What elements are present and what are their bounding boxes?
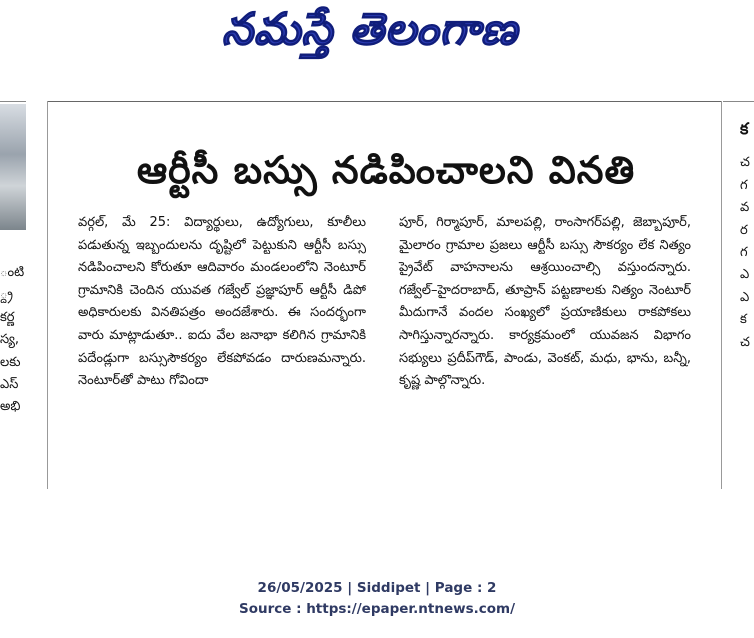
page-footer [0, 578, 754, 620]
left-fragment-line: ్ద్ర [0, 287, 13, 303]
left-fragment-line: స్య, [0, 332, 20, 348]
column-divider-left [47, 101, 48, 489]
article-column-1: వర్గల్, మే 25: విద్యార్థులు, ఉద్యోగులు, కూలీలు పడుతున్న ఇబ్బందులను దృష్టిలో పెట్టుకుని ఆర్టీసీ బస్సు నడిపించాలని కోరుతూ ఆదివారం మండలంలోని నెంటూర్ గ్రామానికి చెందిన యువత గజ్వేల్ ప్రజ్ఞాపూర్ ఆర్టీసీ డిపో అధికారులకు వినతిపత్రం అందజేశారు. ఈ సందర్భంగా వారు మాట్లాడుతూ.. ఐదు వేల జనాభా కలిగిన గ్రామానికి పదేండ్లుగా బస్సుసౌకర్యం లేకపోవడం దారుణమన్నారు. నెంటూర్‌తో పాటు గోవిందా [78, 215, 366, 389]
right-fragment-line: గ [740, 245, 748, 261]
right-fragment-line: క [740, 312, 747, 328]
right-fragment-line: చ [740, 155, 750, 171]
neighbor-article-left [0, 262, 30, 419]
right-fragment-line: వ [740, 200, 750, 216]
right-fragment-line: ర [740, 222, 748, 238]
left-fragment-line: కర్ణ [0, 309, 15, 325]
footer-source-line: Source : https://epaper.ntnews.com/ [238, 601, 516, 617]
column-divider-right [721, 101, 722, 489]
right-fragment-line: చ [740, 334, 750, 350]
left-fragment-line: ఎస్ [0, 377, 19, 393]
article-column-2: పూర్, గిర్మాపూర్, మాలపల్లి, రాంసాగర్‌పల్లి, జెబ్బాపూర్, మైలారం గ్రామాల ప్రజలు ఆర్టీసీ బస్సు సౌకర్యం లేక నిత్యం ప్రైవేట్ వాహనాలను ఆశ్రయించాల్సి వస్తుందన్నారు. గజ్వేల్–హైదరాబాద్, తూప్రాన్ పట్టణాలకు నిత్యం నెంటూర్ మీదుగానే వందల సంఖ్యలో ప్రయాణికులు రాకపోకలు సాగిస్తున్నారన్నారు. కార్యక్రమంలో యువజన విభాగం సభ్యులు ప్రదీప్‌గౌడ్, పాండు, వెంకట్, మధు, భాను, బన్నీ, కృష్ణ పాల్గొన్నారు. [399, 215, 691, 389]
masthead-logo [150, 4, 590, 66]
footer-date-line: 26/05/2025 | Siddipet | Page : 2 [257, 580, 497, 596]
column-rule-right [723, 101, 754, 102]
left-fragment-line: అభి [0, 399, 21, 415]
left-fragment-line: ంటి [0, 265, 25, 280]
right-fragment-line: ఎ [740, 267, 750, 283]
article-top-rule [47, 101, 721, 102]
newspaper-title: నమస్తే తెలంగాణ [221, 4, 519, 55]
right-fragment-line: గ [740, 177, 748, 193]
right-fragment-line: ఎ [740, 289, 750, 305]
article-headline: ఆర్టీసీ బస్సు నడిపించాలని వినతి [136, 148, 636, 192]
neighbor-article-right [740, 118, 754, 354]
left-fragment-line: లకు [0, 354, 21, 370]
column-rule-left [0, 101, 26, 102]
right-fragment-heading: క [740, 119, 749, 138]
neighbor-article-photo [0, 104, 26, 230]
